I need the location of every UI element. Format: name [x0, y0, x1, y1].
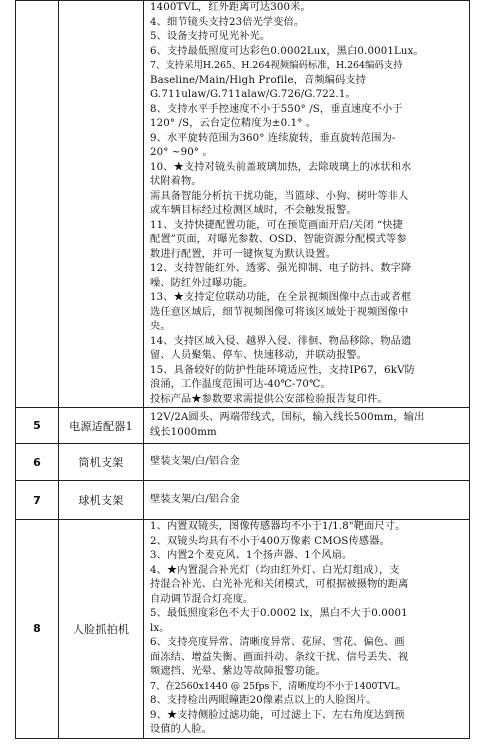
spec-line: G.711ulaw/G.711alaw/G.726/G.722.1。 — [150, 89, 356, 100]
spec-line: 4、细节镜头支持23倍光学变倍。 — [150, 16, 305, 28]
spec-line: 1400TVL，红外距离可达300米。 — [150, 2, 311, 13]
spec-line: 设值的人脸。 — [150, 724, 213, 735]
spec-line: 7、支持采用H.265、H.264视频编码标准，H.264编码支持 — [150, 60, 403, 71]
spec-line: 线长1000mm — [150, 426, 217, 438]
spec-line: 壁装支架/白/铝合金 — [150, 455, 240, 467]
spec-line: 15、具备较好的防护性能环境适应性，支持IP67，6kV防 — [150, 364, 415, 376]
spec-line: 9、水平旋转范围为360° 连续旋转，垂直旋转范围为- — [150, 132, 396, 144]
spec-line: 面冻结、增益失衡、画面抖动、条纹干扰、信号丢失、视 — [150, 651, 409, 663]
spec-line: 8、支持水平手控速度不小于550° /S，垂直速度不小于 — [150, 103, 403, 115]
spec-line: 5、设备支持可见光补光。 — [150, 31, 271, 42]
spec-cell — [144, 481, 470, 520]
row-number: 6 — [16, 444, 59, 481]
item-name — [59, 1, 144, 408]
spec-line: 留、人员聚集、停车、快速移动，并联动报警。 — [150, 350, 368, 361]
spec-line: 央。 — [150, 321, 171, 332]
spec-cell — [144, 520, 470, 739]
table-row — [16, 444, 470, 481]
spec-line: 11、支持快捷配置功能，可在预览画面开启/关闭 “快捷 — [150, 219, 404, 231]
spec-cell — [144, 1, 470, 408]
spec-line: 持混合补光、白光补光和关闭模式，可根据被摄物的距离 — [150, 579, 409, 590]
spec-line: 或车辆目标经过检测区域时，不会触发报警。 — [150, 205, 357, 216]
spec-line: 12V/2A圆头、两端带线式，国标，输入线长500mm，输出 — [150, 412, 425, 423]
spec-line: 6、支持最低照度可达彩色0.0002Lux，黑白0.0001Lux。 — [150, 45, 424, 57]
row-number — [16, 1, 59, 408]
spec-line: 9、★支持侧脸过滤功能，可过滤上下、左右角度达到预 — [150, 709, 405, 721]
spec-line: 7、在2560x1440 @ 25fps下，清晰度均不小于1400TVL。 — [150, 680, 407, 692]
spec-line: 选任意区域后，细节视频图像可将该区域处于视频图像中 — [150, 306, 409, 318]
spec-line: 浪涌，工作温度范围可达-40℃-70℃。 — [150, 379, 331, 390]
spec-line: 2、双镜头均具有不小于400万像素 CMOS传感器。 — [150, 535, 390, 547]
spec-line: 12、支持智能红外、透雾、强光抑制、电子防抖、数字降 — [150, 263, 412, 274]
spec-line: 1、内置双镜头，图像传感器均不小于1/1.8"靶面尺寸。 — [150, 521, 406, 532]
spec-line: Baseline/Main/High Profile，音频编码支持 — [150, 74, 367, 86]
row-number: 8 — [16, 520, 59, 739]
spec-line: 3、内置2个麦克风、1个扬声器、1个风扇。 — [150, 550, 353, 561]
spec-line: 5、最低照度彩色不大于0.0002 lx，黑白不大于0.0001 — [150, 608, 408, 619]
spec-line: 数进行配置，并可一键恢复为默认设置。 — [150, 248, 337, 260]
row-number: 5 — [16, 408, 59, 444]
spec-cell — [144, 444, 470, 481]
spec-line: 120° /S，云台定位精度为±0.1° 。 — [150, 118, 317, 129]
spec-line: 14、支持区域入侵、越界入侵、徘徊、物品移除、物品遗 — [150, 335, 412, 347]
item-name: 人脸抓拍机 — [59, 520, 144, 739]
row-number: 7 — [16, 481, 59, 520]
spec-line: 8、支持检出两眼瞳距20像素点以上的人脸图片。 — [150, 695, 377, 706]
item-name: 球机支架 — [59, 481, 144, 520]
item-name: 电源适配器1 — [59, 408, 144, 444]
table-row — [16, 520, 470, 739]
spec-line: 状附着物。 — [150, 176, 202, 187]
spec-line: 壁装支架/白/铝合金 — [150, 493, 240, 505]
spec-line: 10、★支持对镜头前盖玻璃加热，去除玻璃上的冰状和水 — [150, 161, 412, 173]
item-name: 筒机支架 — [59, 444, 144, 481]
table-row — [16, 408, 470, 444]
spec-line: 13、★支持定位联动功能，在全景视频图像中点击或者框 — [150, 292, 412, 303]
spec-line: 需具备智能分析抗干扰功能，当篮球、小狗、树叶等非人 — [150, 190, 409, 202]
spec-table — [15, 0, 470, 739]
spec-line: 配置”页面，对曝光参数、OSD、智能资源分配模式等参 — [150, 234, 407, 245]
table-row — [16, 481, 470, 520]
table-row — [16, 1, 470, 408]
spec-line: 投标产品★参数要求需提供公安部检验报告复印件。 — [150, 393, 388, 405]
spec-line: 6、支持亮度异常、清晰度异常、花屏、雪花、偏色、画 — [150, 637, 405, 648]
spec-line: 噪、防红外过曝功能。 — [150, 277, 254, 289]
spec-line: 20° ~90° 。 — [150, 147, 213, 158]
spec-line: 4、★内置混合补光灯（均由红外灯、白光灯组成），支 — [150, 564, 400, 576]
spec-cell — [144, 408, 470, 444]
spec-line: 频遮挡、光晕、紫边等故障报警功能。 — [150, 666, 326, 677]
spec-line: 自动调节混合灯亮度。 — [150, 593, 254, 605]
spec-line: lx。 — [150, 622, 170, 634]
